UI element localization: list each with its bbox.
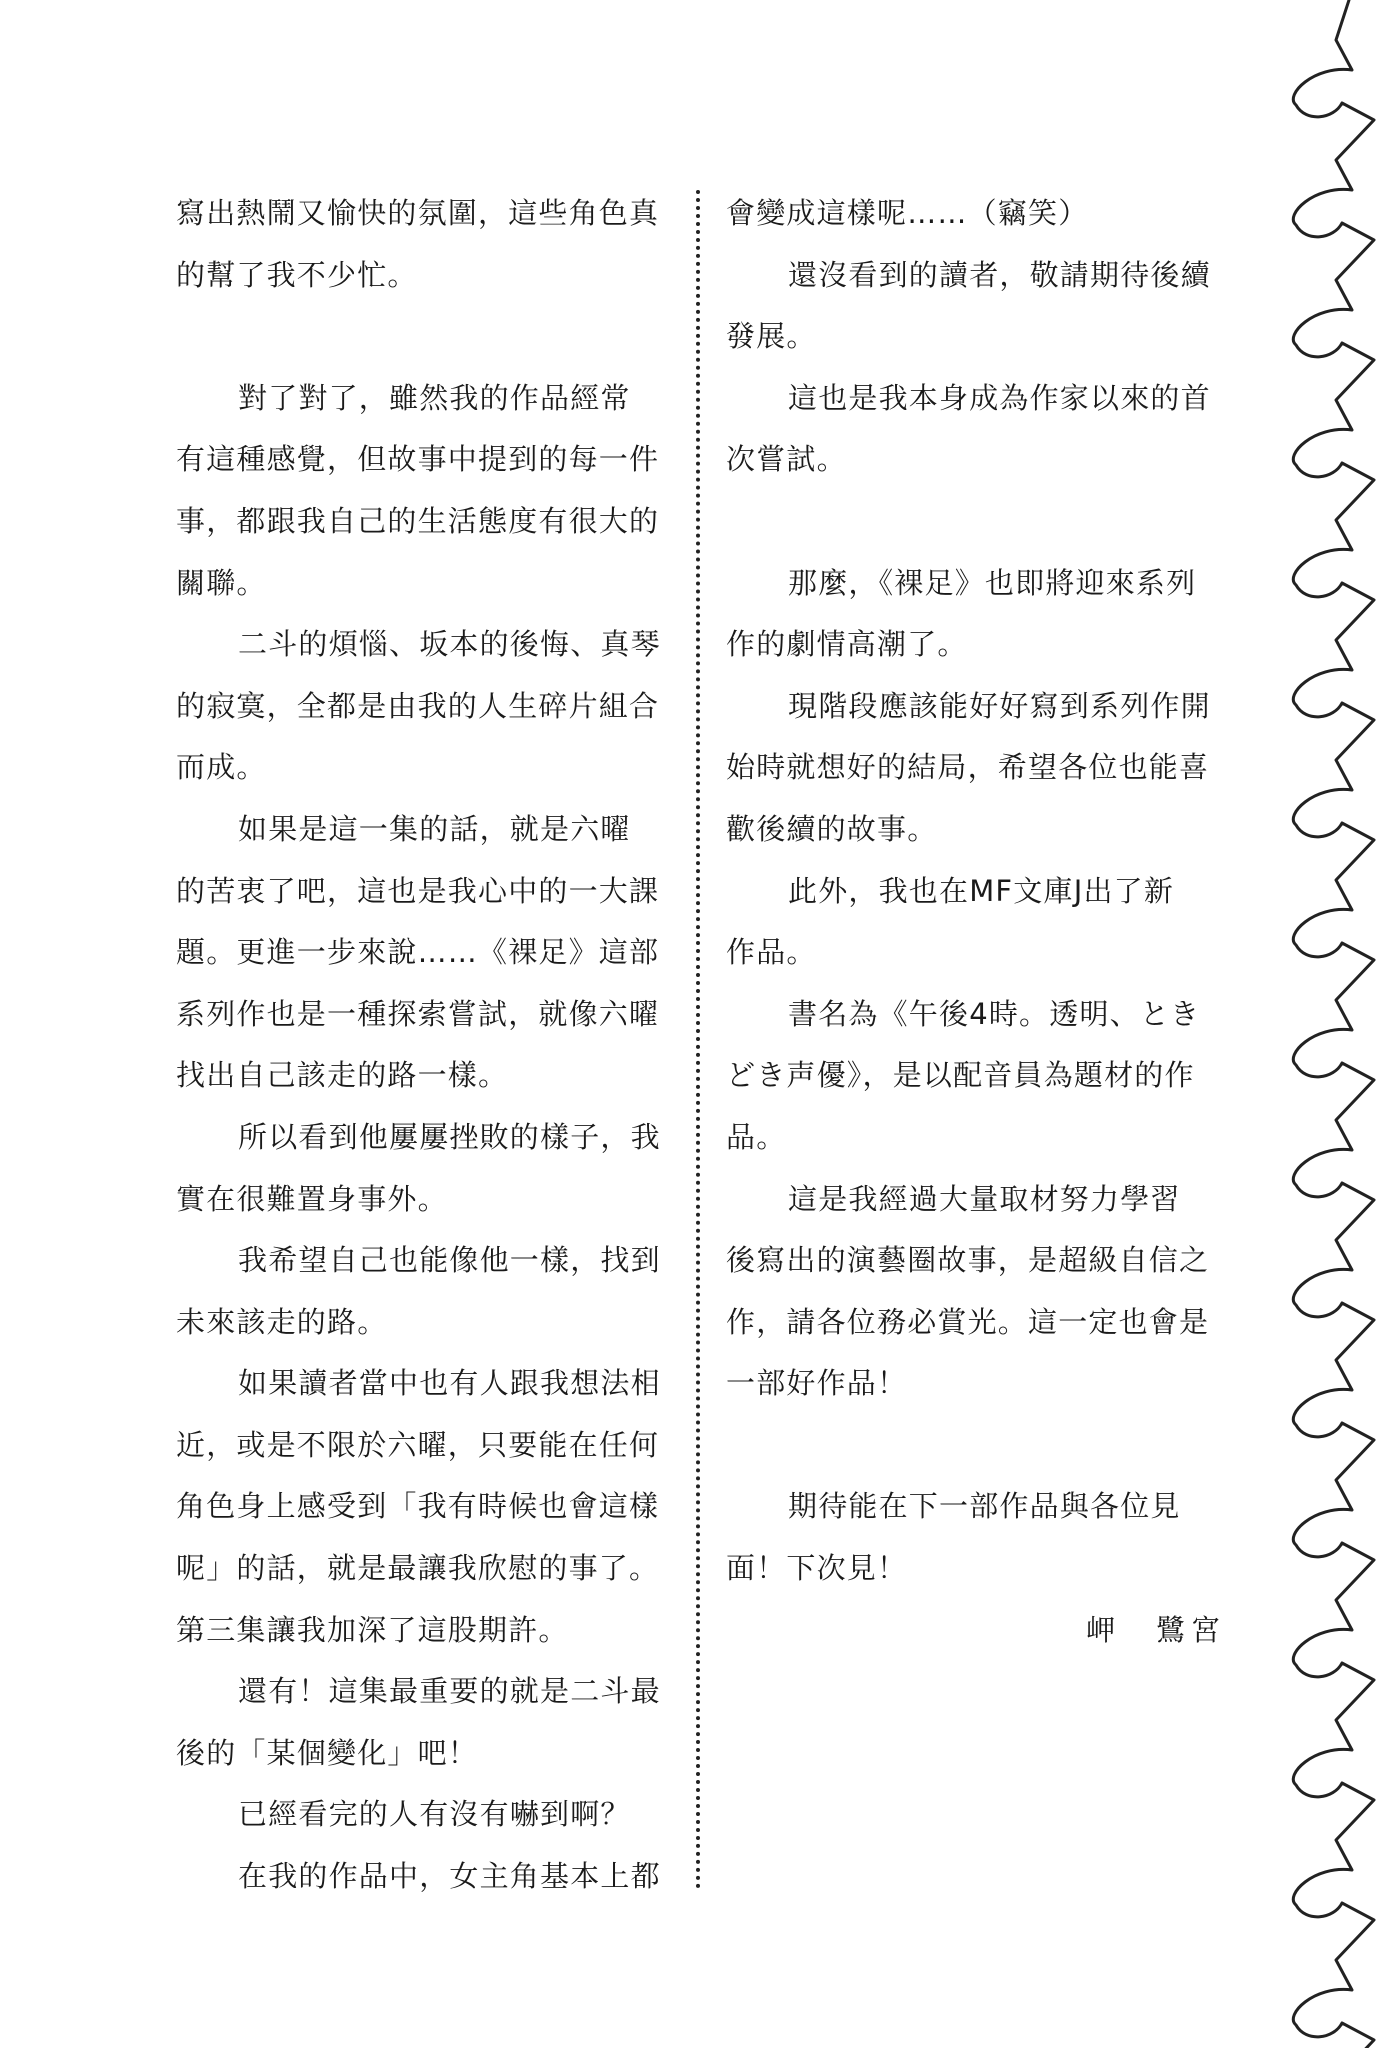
- text-line: 發展。: [726, 319, 817, 354]
- text-line: どき声優》，是以配音員為題材的作: [726, 1058, 1195, 1093]
- paragraph-start-line: 那麼，《裸足》也即將迎來系列: [788, 565, 1197, 600]
- text-line: 作，請各位務必賞光。這一定也會是: [726, 1304, 1210, 1339]
- text-line: 的幫了我不少忙。: [176, 257, 418, 292]
- paragraph-start-line: 如果是這一集的話，就是六曜: [238, 811, 631, 846]
- text-line: 題。更進一步來說……《裸足》這部: [176, 935, 660, 970]
- text-line: 次嘗試。: [726, 442, 847, 477]
- text-line: 實在很難置身事外。: [176, 1181, 448, 1216]
- paragraph-start-line: 對了對了，雖然我的作品經常: [238, 380, 631, 415]
- paragraph-start-line: 在我的作品中，女主角基本上都: [238, 1859, 661, 1894]
- text-line: 關聯。: [176, 565, 267, 600]
- text-line: 會變成這樣呢……（竊笑）: [726, 196, 1089, 230]
- text-line: 未來該走的路。: [176, 1304, 388, 1339]
- paragraph-start-line: 如果讀者當中也有人跟我想法相: [238, 1366, 661, 1401]
- paragraph-start-line: 這是我經過大量取材努力學習: [788, 1181, 1181, 1216]
- text-line: 面！下次見！: [726, 1551, 908, 1586]
- paragraph-start-line: 還有！這集最重要的就是二斗最: [238, 1674, 661, 1709]
- text-line: 寫出熱鬧又愉快的氛圍，這些角色真: [176, 196, 660, 230]
- text-line: 始時就想好的結局，希望各位也能喜: [726, 750, 1210, 785]
- paragraph-start-line: 我希望自己也能像他一樣，找到: [238, 1243, 661, 1278]
- text-line: 一部好作品！: [726, 1366, 908, 1401]
- text-line: 而成。: [176, 750, 267, 785]
- text-line: 的苦衷了吧，這也是我心中的一大課: [176, 873, 660, 908]
- left-text-column: [176, 190, 676, 1915]
- text-line: 後的「某個變化」吧！: [176, 1735, 479, 1770]
- text-line: 系列作也是一種探索嘗試，就像六曜: [176, 996, 660, 1031]
- paragraph-start-line: 這也是我本身成為作家以來的首: [788, 380, 1211, 415]
- paragraph-start-line: 還沒看到的讀者，敬請期待後續: [788, 257, 1211, 292]
- text-line: 找出自己該走的路一樣。: [176, 1058, 509, 1093]
- paragraph-start-line: 所以看到他屢屢挫敗的樣子，我: [238, 1119, 661, 1154]
- text-line: 作的劇情高潮了。: [726, 627, 968, 662]
- paragraph-start-line: 此外，我也在MF文庫J出了新: [788, 873, 1175, 908]
- text-line: 第三集讓我加深了這股期許。: [176, 1612, 569, 1647]
- text-line: 的寂寞，全都是由我的人生碎片組合: [176, 688, 660, 723]
- text-line: 有這種感覺，但故事中提到的每一件: [176, 442, 660, 477]
- paragraph-start-line: 期待能在下一部作品與各位見: [788, 1489, 1181, 1524]
- right-text-column: [726, 190, 1226, 1668]
- text-line: 近，或是不限於六曜，只要能在任何: [176, 1427, 660, 1462]
- text-line: 角色身上感受到「我有時候也會這樣: [176, 1489, 660, 1524]
- dotted-column-divider: [696, 190, 700, 1890]
- paragraph-start-line: 已經看完的人有沒有嚇到啊？: [238, 1797, 631, 1832]
- text-line: 品。: [726, 1119, 787, 1154]
- text-line: 歡後續的故事。: [726, 811, 938, 846]
- paragraph-start-line: 現階段應該能好好寫到系列作開: [788, 688, 1211, 723]
- text-line: 作品。: [726, 935, 817, 970]
- text-line: 呢」的話，就是最讓我欣慰的事了。: [176, 1551, 660, 1586]
- paragraph-start-line: 書名為《午後4時。透明、とき: [788, 996, 1201, 1031]
- text-line: 後寫出的演藝圈故事，是超級自信之: [726, 1243, 1210, 1278]
- paragraph-start-line: 二斗的煩惱、坂本的後悔、真琴: [238, 627, 661, 662]
- blank-line: [726, 498, 1226, 560]
- blank-line: [726, 1422, 1226, 1484]
- blank-line: [176, 313, 676, 375]
- author-signature: 岬 鷺宮: [1085, 1612, 1226, 1647]
- text-line: 事，都跟我自己的生活態度有很大的: [176, 503, 660, 538]
- decorative-puzzle-edge: [1274, 0, 1384, 2048]
